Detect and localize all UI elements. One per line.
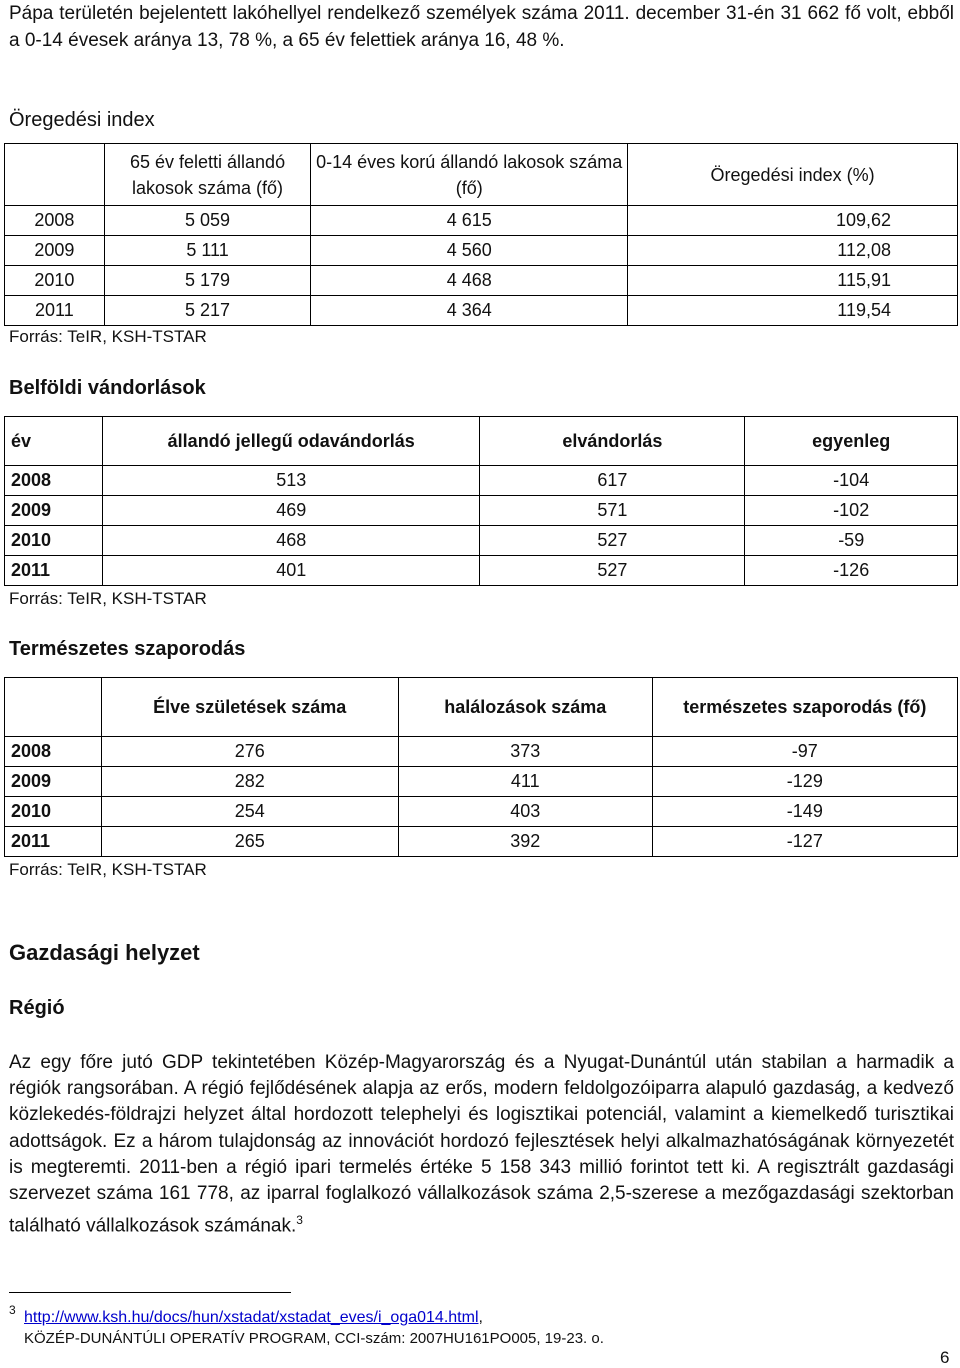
header-cell: 0-14 éves korú állandó lakosok száma (fő) bbox=[311, 144, 628, 206]
header-cell: természetes szaporodás (fő) bbox=[652, 678, 957, 737]
year-cell: 2011 bbox=[5, 296, 105, 326]
table-header-row bbox=[5, 144, 958, 206]
economy-paragraph bbox=[9, 1050, 954, 1240]
footnote-text: KÖZÉP-DUNÁNTÚLI OPERATÍV PROGRAM, CCI-szám: 2007HU161PO005, 19-23. o. bbox=[24, 1330, 604, 1347]
header-cell: Öregedési index (%) bbox=[628, 144, 958, 206]
cell: 282 bbox=[101, 767, 398, 797]
cell: 469 bbox=[103, 496, 480, 526]
table-row bbox=[5, 767, 958, 797]
cell: 403 bbox=[398, 797, 652, 827]
cell: 373 bbox=[398, 737, 652, 767]
header-cell: állandó jellegű odavándorlás bbox=[103, 417, 480, 466]
year-cell: 2008 bbox=[5, 466, 103, 496]
footnote-comma: , bbox=[478, 1309, 483, 1326]
cell: 254 bbox=[101, 797, 398, 827]
cell: 4 468 bbox=[311, 266, 628, 296]
footnote-divider bbox=[9, 1292, 291, 1293]
header-cell: elvándorlás bbox=[480, 417, 745, 466]
year-cell: 2011 bbox=[5, 556, 103, 586]
migration-table bbox=[4, 416, 958, 586]
natural-growth-title: Természetes szaporodás bbox=[9, 638, 246, 660]
region-subtitle: Régió bbox=[9, 997, 65, 1019]
year-cell: 2009 bbox=[5, 767, 102, 797]
table-row bbox=[5, 737, 958, 767]
year-cell: 2010 bbox=[5, 266, 105, 296]
footnote-number: 3 bbox=[9, 1303, 16, 1317]
cell: 109,62 bbox=[628, 206, 958, 236]
natural-growth-source: Forrás: TeIR, KSH-TSTAR bbox=[9, 860, 207, 879]
table-row bbox=[5, 266, 958, 296]
cell: -102 bbox=[745, 496, 958, 526]
economy-paragraph-text: Az egy főre jutó GDP tekintetében Közép-Magyarország és a Nyugat-Dunántúl után stabilan a harmadik a régiók rangsorában. A régió fejlődésének alapja az erős, modern feldolgozóiparra alapuló gazdaság, a kedvező közlekedés-földrajzi helyzet által hordozott telephelyi és logisztikai potenciál, valamint a kiemelkedő turisztikai adottságok. Ez a három tulajdonság az innovációt hordozó fejlesztések helyi alkalmazhatóságának környezetét is megteremti. 2011-ben a régió ipari termelés értéke 5 158 343 millió forintot tett ki. A regisztrált gazdasági szervezet száma 161 778, az iparral foglalkozó vállalkozások száma 2,5-szerese a mezőgazdasági szektorban található vállalkozások számának. bbox=[9, 1052, 954, 1237]
cell: 5 111 bbox=[104, 236, 311, 266]
cell: 4 560 bbox=[311, 236, 628, 266]
table-row bbox=[5, 296, 958, 326]
aging-index-title: Öregedési index bbox=[9, 109, 155, 131]
year-cell: 2010 bbox=[5, 526, 103, 556]
table-header-row bbox=[5, 417, 958, 466]
page-number: 6 bbox=[940, 1348, 950, 1367]
aging-source: Forrás: TeIR, KSH-TSTAR bbox=[9, 327, 207, 346]
cell: 5 179 bbox=[104, 266, 311, 296]
header-cell: Élve születések száma bbox=[101, 678, 398, 737]
cell: -97 bbox=[652, 737, 957, 767]
table-row bbox=[5, 496, 958, 526]
header-cell: halálozások száma bbox=[398, 678, 652, 737]
table-row bbox=[5, 526, 958, 556]
cell: 411 bbox=[398, 767, 652, 797]
table-row bbox=[5, 556, 958, 586]
cell: -126 bbox=[745, 556, 958, 586]
cell: 527 bbox=[480, 526, 745, 556]
header-cell: egyenleg bbox=[745, 417, 958, 466]
header-cell bbox=[5, 678, 102, 737]
cell: 401 bbox=[103, 556, 480, 586]
cell: 4 364 bbox=[311, 296, 628, 326]
year-cell: 2009 bbox=[5, 236, 105, 266]
cell: -129 bbox=[652, 767, 957, 797]
table-row bbox=[5, 797, 958, 827]
natural-growth-table bbox=[4, 677, 958, 857]
cell: -104 bbox=[745, 466, 958, 496]
year-cell: 2010 bbox=[5, 797, 102, 827]
cell: 571 bbox=[480, 496, 745, 526]
cell: 617 bbox=[480, 466, 745, 496]
table-row bbox=[5, 206, 958, 236]
year-cell: 2011 bbox=[5, 827, 102, 857]
migration-title: Belföldi vándorlások bbox=[9, 377, 206, 399]
table-header-row bbox=[5, 678, 958, 737]
cell: 5 217 bbox=[104, 296, 311, 326]
year-cell: 2008 bbox=[5, 206, 105, 236]
cell: -59 bbox=[745, 526, 958, 556]
economy-title: Gazdasági helyzet bbox=[9, 940, 200, 965]
table-row bbox=[5, 236, 958, 266]
header-cell bbox=[5, 144, 105, 206]
migration-source: Forrás: TeIR, KSH-TSTAR bbox=[9, 589, 207, 608]
cell: -127 bbox=[652, 827, 957, 857]
cell: -149 bbox=[652, 797, 957, 827]
cell: 527 bbox=[480, 556, 745, 586]
year-cell: 2008 bbox=[5, 737, 102, 767]
cell: 4 615 bbox=[311, 206, 628, 236]
cell: 513 bbox=[103, 466, 480, 496]
cell: 468 bbox=[103, 526, 480, 556]
header-cell: év bbox=[5, 417, 103, 466]
cell: 112,08 bbox=[628, 236, 958, 266]
header-cell: 65 év feletti állandó lakosok száma (fő) bbox=[104, 144, 311, 206]
cell: 5 059 bbox=[104, 206, 311, 236]
footnote-link[interactable]: http://www.ksh.hu/docs/hun/xstadat/xstadat_eves/i_oga014.html bbox=[24, 1309, 479, 1326]
cell: 119,54 bbox=[628, 296, 958, 326]
intro-paragraph: Pápa területén bejelentett lakóhellyel rendelkező személyek száma 2011. december 31-én 31 662 fő volt, ebből a 0-14 évesek aránya 13, 78 %, a 65 év felettiek aránya 16, 48 %. bbox=[9, 3, 954, 51]
table-row bbox=[5, 827, 958, 857]
table-row bbox=[5, 466, 958, 496]
cell: 276 bbox=[101, 737, 398, 767]
footnote-reference[interactable]: 3 bbox=[296, 1213, 303, 1228]
aging-index-table bbox=[4, 143, 958, 326]
cell: 265 bbox=[101, 827, 398, 857]
year-cell: 2009 bbox=[5, 496, 103, 526]
cell: 115,91 bbox=[628, 266, 958, 296]
cell: 392 bbox=[398, 827, 652, 857]
